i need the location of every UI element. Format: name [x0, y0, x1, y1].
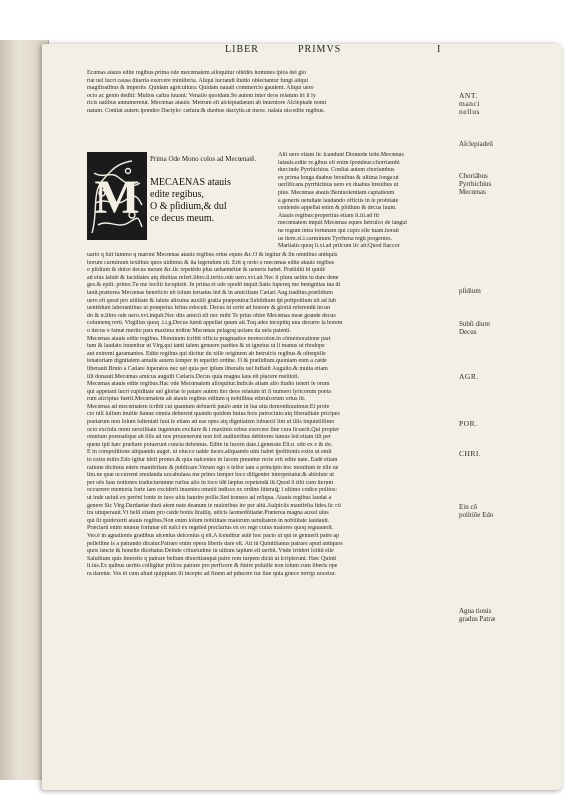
body-line: Ecœnas atauis edite regibus.prima ode mecœnatem alloquitur oſtēdēs homines ipſos del glo — [87, 70, 306, 76]
margin-note-por: POR. — [459, 419, 478, 428]
column-line: mecœnatem inquit Mecœnas eques hetruſco de ſangui — [278, 220, 407, 227]
body-line: Ves.ē in agnationis gradibus aſcenſus deſcenſus q eſt.A ſcenditur autē hoc pacto ut qui te genuerit patre ap — [87, 532, 340, 539]
body-line: per oēs ſuas notiones traducturumne rurſus alio in loco idē ſæpius repetendā ſit.Quod ſi tibi cum iterum — [87, 479, 334, 486]
body-line: quem ipſi hæc præſtare potuerunt cuncta debemus. Edite in lucem date.i.generate.Eſt.n. edo ex e & do. — [87, 441, 333, 448]
body-line: do & n.libro ode uero.xvi.inquit.Nec diis amicū eſt nec mihi Te prius obire Mecœnas meæ grande decus — [87, 312, 336, 319]
body-line: tra uituperauit.Vt belli etiam pro cæde bonis ſtratiſq. uēſcis laomedōtiadæ.Præterea magna auxeſ uſus — [87, 510, 329, 517]
margin-note-compositione: Ein cō poſitiōe Edo — [459, 503, 494, 519]
body-line: genere Sic Virg.Dardaniæ durū atem nate deanum te maioribus ire per altū.Auſpiciis manifeſta fides.ſic cū — [87, 502, 341, 509]
column-line: ne regum intra fortunam qui cupis eſſe tuam.horati — [278, 227, 399, 234]
body-line: o pſidium & dulce decus meum &c.ſic repetēdo plus uehæmētiæ & ueneris habet. Præſidiū id quidē — [87, 267, 326, 274]
body-line: Mecœnas atauis edite regibus. Hominum ſcribit officia pragmatice monocolon.in cōmemoratione part — [87, 335, 331, 342]
body-line: natum. Conſtat autem ſpondeo Dactylo: cæſura:& duobus dactylis.ut mece. naſata uis:edite regibus. — [87, 107, 325, 114]
body-line: qui ſit quidexerit atauis regibus.Non enim ſolum nobilitate maiorum uetuſtatem in nobilitate laudauit. — [87, 517, 330, 524]
margin-note-subsidium: Subſi dium Decus — [459, 320, 490, 336]
margin-note-ant: ANT. manci nellus — [459, 91, 480, 116]
margin-note-psidium: pſidium — [459, 287, 481, 295]
body-line: ricis uatibus annumeretur. Mecœnas atauis: Metrum eſt aſclepiadæum ab inuentore Aſclepiade nomi — [87, 100, 327, 107]
body-line: Saluſtium quis ſmeretis q patrare bellum dixeritlanquā patro rem turpem dictā ut ſcripſerunt. Hæc Quinti — [87, 555, 337, 562]
body-line: Præclarū enim munus fortunæ eſt naſci ex regeſed preclarius ex eo rege cuius maiores quoq regnauerit. — [87, 525, 334, 532]
body-line: ges.& epiſt. primo.Tu me feciſti locupletē. In prima et ode epodō inquit.Satis ſupereq me benignitas tua di — [87, 282, 341, 289]
column-line: Martialis quoq li.xi.ad priſcum ſic ait:Quod flaccor — [278, 243, 400, 250]
running-header-left: LIBER — [225, 44, 259, 55]
body-line: riæ uel lucri causa diuerſa exercere miniſteria. Aliqui lucrandi ſtudio oblectantur fungi aliqui — [87, 77, 309, 84]
body-line: liberauit Bruto a Cæſare ſuperatos nec uel quia per ipſum liberalis uel ſuffaiſt Auguſto.& multa etiam — [87, 365, 328, 372]
body-line: pelleſſine is a patrando dicatur.Patrare enim opera liberis dare eſt. Ait tū Quintilianus patrare apud antiquos — [87, 540, 343, 547]
body-line: Mecœnas atauis edite regibus.Hac ode Mecœnatem alloquitur.Indicās aliam alio ſtudio teneri ſe orum — [87, 381, 330, 388]
margin-note-chri: CHRI. — [459, 449, 482, 458]
body-line: ueniēdum laborantibus ut pompeius feſtus edocuit. Decus id certe ad honore & gloriā referendū ſecun — [87, 305, 331, 312]
body-line: illi donauit.Mecœnas amicus auguſti Cæſaris.Decus quia magna laus eſt placere melitoti. — [87, 373, 300, 380]
verse-line: MECAENAS atauis — [150, 177, 231, 188]
body-line: uario q ſuit ſummo q maroni Mecœnas atauis regibus ortus eques &c.O & legitur & ſin omnibus antiquis — [87, 252, 338, 258]
margin-note-choriambus: Choriābus Pyrrhichius Mecœnas — [459, 172, 492, 196]
body-line: lim.ne quæ occurrent enodanda uocabulaea me primo ſemper loco diligenter interpretatur.& abſolute ut — [87, 472, 334, 479]
commentary-body — [87, 252, 459, 579]
margin-note-asclepiadeum: Aſclepiadeū — [459, 140, 493, 148]
body-line: magiſtratibus & imperiis .Quidam agricultura: Quidam nauali commercio gaudent. Aliqui uero — [87, 85, 314, 92]
margin-note-agnationis: Agna tionis gradus Patræ — [459, 607, 496, 623]
woodcut-initial-icon — [88, 153, 146, 239]
body-line: rum aſcriptus fuerit.Mecœnatem ait atauis regibus editum q nobilibus ethruſcorum ortus ſit. — [87, 396, 306, 403]
column-line: duo:inde Pyrrhichius. Conſtat autem choriambus — [278, 167, 395, 174]
body-line: occurrere memoria forte iam exciderit inuenies omniū indices ex ordine litteraꝗ: i ultimo codice poſitos: — [87, 487, 338, 494]
body-line: ad eius ſalutē & facultates atq diuitias refert.libro.ii.tertio.ode uero.xvi.ait Nec ſi plura uelim tu dare dene — [87, 274, 339, 281]
commentary-column — [278, 152, 458, 251]
body-line: poetarum non ſolum ſuſtentati ſuut ſe etiam ad eas opes atq dignitatem ſubuecti ſint ut illis inquietiſſimo — [87, 419, 335, 426]
body-line: aut extremi garamantes. Edite regibus qui dicitur du xiſſe originem ab hetruſcis regibus & oſtenpiſſe — [87, 350, 326, 357]
column-line: Alii uero etiam ſic ſcandunt Diomede teſte.Mecœnas — [278, 152, 404, 158]
body-line: omnium poematique ab illis ad nos prouenerunt non ſoli auditoribus debitores ſumus ſed etiam illi per — [87, 434, 331, 441]
margin-note-agr: AGR. — [459, 372, 479, 381]
verse-line: O & pſidium,& dul — [150, 201, 227, 212]
column-line: ex prima longa duabus breuibus & ultima longa:ut — [278, 174, 399, 181]
ode-heading: Prima Ode Mono colos ad Mecœnatē. — [150, 155, 257, 163]
body-line: ocio ac genio dediti: Multos caſtra iuuant: Venatio quoſdam.Se autem inter deos relatum iri ſi ly — [87, 92, 316, 99]
decorated-initial — [87, 152, 147, 240]
body-line: E in compoſitione aliquando auget. ut elucco ualde luceo.aliquando uim habet ſpoſitionis extra ut emit — [87, 449, 332, 456]
body-line: columenq rerū. Virgilius quoq .i.i.g.Decus ſumū appellat quum ait.Tuq ades inceptūq una decurre la borem — [87, 320, 343, 327]
column-line: ſatauis.edite re.gibus eſt enim ſpondeus:chorriambi — [278, 159, 400, 166]
folio-number: I — [437, 44, 442, 55]
body-line: horum carminum textibus quos uidimus & ita legendum eſt. Erit q ordo o mecœnas edite atauis regibus — [87, 259, 335, 266]
column-line: cenſendo appellat enim & pſidium & decus ſuum. — [278, 205, 397, 212]
body-line: ra daretur. Ves ēt cum aliud quippiam iſi incepto ad finem ad pducere tur ſiue quia græce πατήρ uocetur. — [87, 570, 336, 577]
body-line: ratione dicimus edere manifeſtare & publicare.Verum ego o ſelfor iam a principio hoc monitum te eſſe ue — [87, 464, 339, 471]
body-line: ocio exclufa omni neceſſitate ingenium excitare & i maximis rebus exercere ſine cura licuerit.Qui propter — [87, 426, 340, 433]
body-line: ut inde ueluti ex perēni fonte in tuos uſus haurire poſſis.Sed transeo ad reliqua. Atauis regibus laudat a — [87, 495, 332, 501]
body-line: tum & laudato inuenitur ut Virg.qui tanti talem genuere parētes & ut ignetus ut ſi manus ut rhodope — [87, 343, 325, 350]
column-line: uerſificans.pyrrhichius uero ex duabus breuibus ut — [278, 182, 399, 189]
body-line: tauit.præterea Mecœnas beneficio nō ſolum ſeruatus ſed & in amicitiam Cæſari Aug.traditus.præſidium — [87, 289, 333, 296]
body-line: qui appetant lucri cupiditate uel gloriæ ſe patare autem iter deos relatum iri ſi numero lyricorum poeta — [87, 388, 331, 395]
verse-line: edite regibus, — [150, 189, 204, 200]
body-line: to extra mitto.Edo igitur ideſt promo.& quia naſcentes in lucem pmuntur recte erit edite nate. Eadē etiam — [87, 457, 338, 464]
verse-line: ce decus meum. — [150, 213, 215, 224]
column-line: pius. Mecœnas atauis:Beniuolentiam captatieum — [278, 189, 395, 196]
initial-letter: M — [94, 171, 140, 224]
body-line: cto nīſi ſuſſum inuitſe ſtanue omnia deberent quando quidem huius hois patrocinio:atq liberalitate pricipes — [87, 411, 340, 418]
commentary-opening — [87, 70, 459, 116]
body-line: quos ſancte & honeſte dicebatur.Deinde cōſuetudine in uitium lapſum eſt uerbū. Vnde irrideri ſolitū eſſe — [87, 548, 334, 555]
body-line: Mecœnas ad mecœnatem ſcribit cui quantum debuerit paulo ante in ſua uita demonſtrauimus:Et profe — [87, 403, 330, 410]
body-line: o decus o famæ merito pars maxima noſtræ Mecœnas pelagoq uolans da uela patenti. — [87, 327, 291, 334]
column-line: Atauis regibus:propertius etiam li.iii.ad fit — [278, 212, 379, 219]
body-line: uero eſt quod pro utilitate & ſalute alicuius auxilii gratia præponitur.Subſidium q̄d poſtpoſitum eſt ad ſub — [87, 297, 336, 304]
body-line: ſenatoriam dignitatem amuſſe autem ſemper in equeſtri ordine. O & præſidium.quoniam eum a cæde — [87, 358, 327, 365]
column-line: a generis uetuſtate laudando officiis in ſe probitate — [278, 197, 399, 204]
body-line: li.ius.Ex quibus uerbis colligitur priſcos patrare pro perficere & finire poſuiſſe non ſolum cum liberis ope — [87, 563, 338, 570]
verse-text — [150, 177, 280, 225]
running-header-center: PRIMVS — [298, 44, 342, 55]
column-line: us item.xi.i.carminum Tyrrhena regū progenies. — [278, 235, 393, 242]
